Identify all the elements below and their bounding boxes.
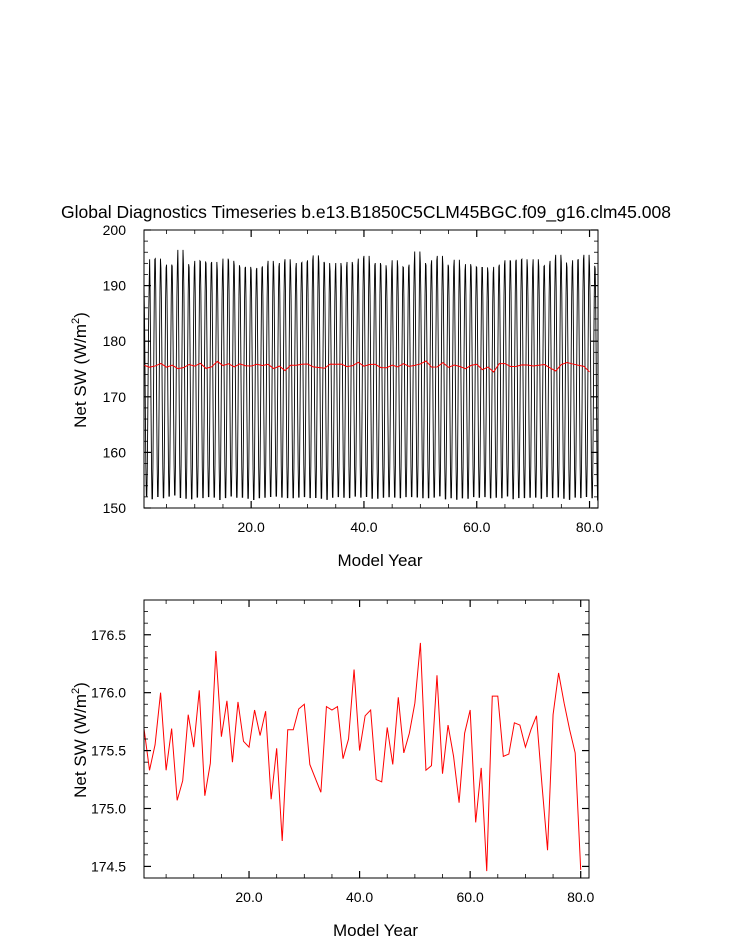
x-tick-label: 20.0 [235,889,263,905]
plot-lines [144,250,600,500]
annual-mean-series-line [144,643,581,871]
annual-mean-panel [70,600,595,940]
x-tick-label: 40.0 [345,889,374,905]
y-tick-label: 176.0 [90,684,126,701]
x-axis-label: Model Year [337,551,423,570]
y-tick-label: 200 [102,222,126,238]
y-axis-label-superscript: 2 [70,317,82,324]
y-axis-label-text: Net SW (W/m [71,323,90,428]
x-tick-label: 60.0 [456,889,484,905]
x-tick-label: 80.0 [575,519,604,535]
y-axis-label-close: ) [71,312,90,318]
y-tick-label: 174.5 [90,858,126,875]
y-tick-label: 180 [102,333,126,350]
x-tick-label: 20.0 [237,519,265,535]
monthly-timeseries-panel [70,222,603,570]
x-tick-label: 80.0 [567,889,595,905]
y-tick-label: 150 [102,500,126,516]
y-axis-label [70,682,90,798]
y-axis-label-text: Net SW (W/m [71,693,90,798]
x-tick-label: 40.0 [350,519,378,535]
plot-frame [144,600,589,878]
y-axis-label-close: ) [71,682,90,688]
monthly-series-line [144,250,600,500]
x-axis-label: Model Year [332,921,419,940]
y-axis-label [70,312,90,428]
y-axis-label-superscript: 2 [70,687,82,694]
x-tick-label: 60.0 [463,519,491,535]
plot-lines [144,643,581,871]
y-tick-label: 175.0 [90,800,126,817]
chart-title: Global Diagnostics Timeseries b.e13.B1850C5CLM45BGC.f09_g16.clm45.008 [61,202,671,222]
y-tick-label: 170 [102,388,126,405]
y-tick-label: 190 [102,277,126,294]
y-tick-label: 175.5 [90,742,126,759]
y-tick-label: 160 [102,444,126,461]
axis-ticks [144,600,589,878]
y-tick-label: 176.5 [90,626,126,643]
